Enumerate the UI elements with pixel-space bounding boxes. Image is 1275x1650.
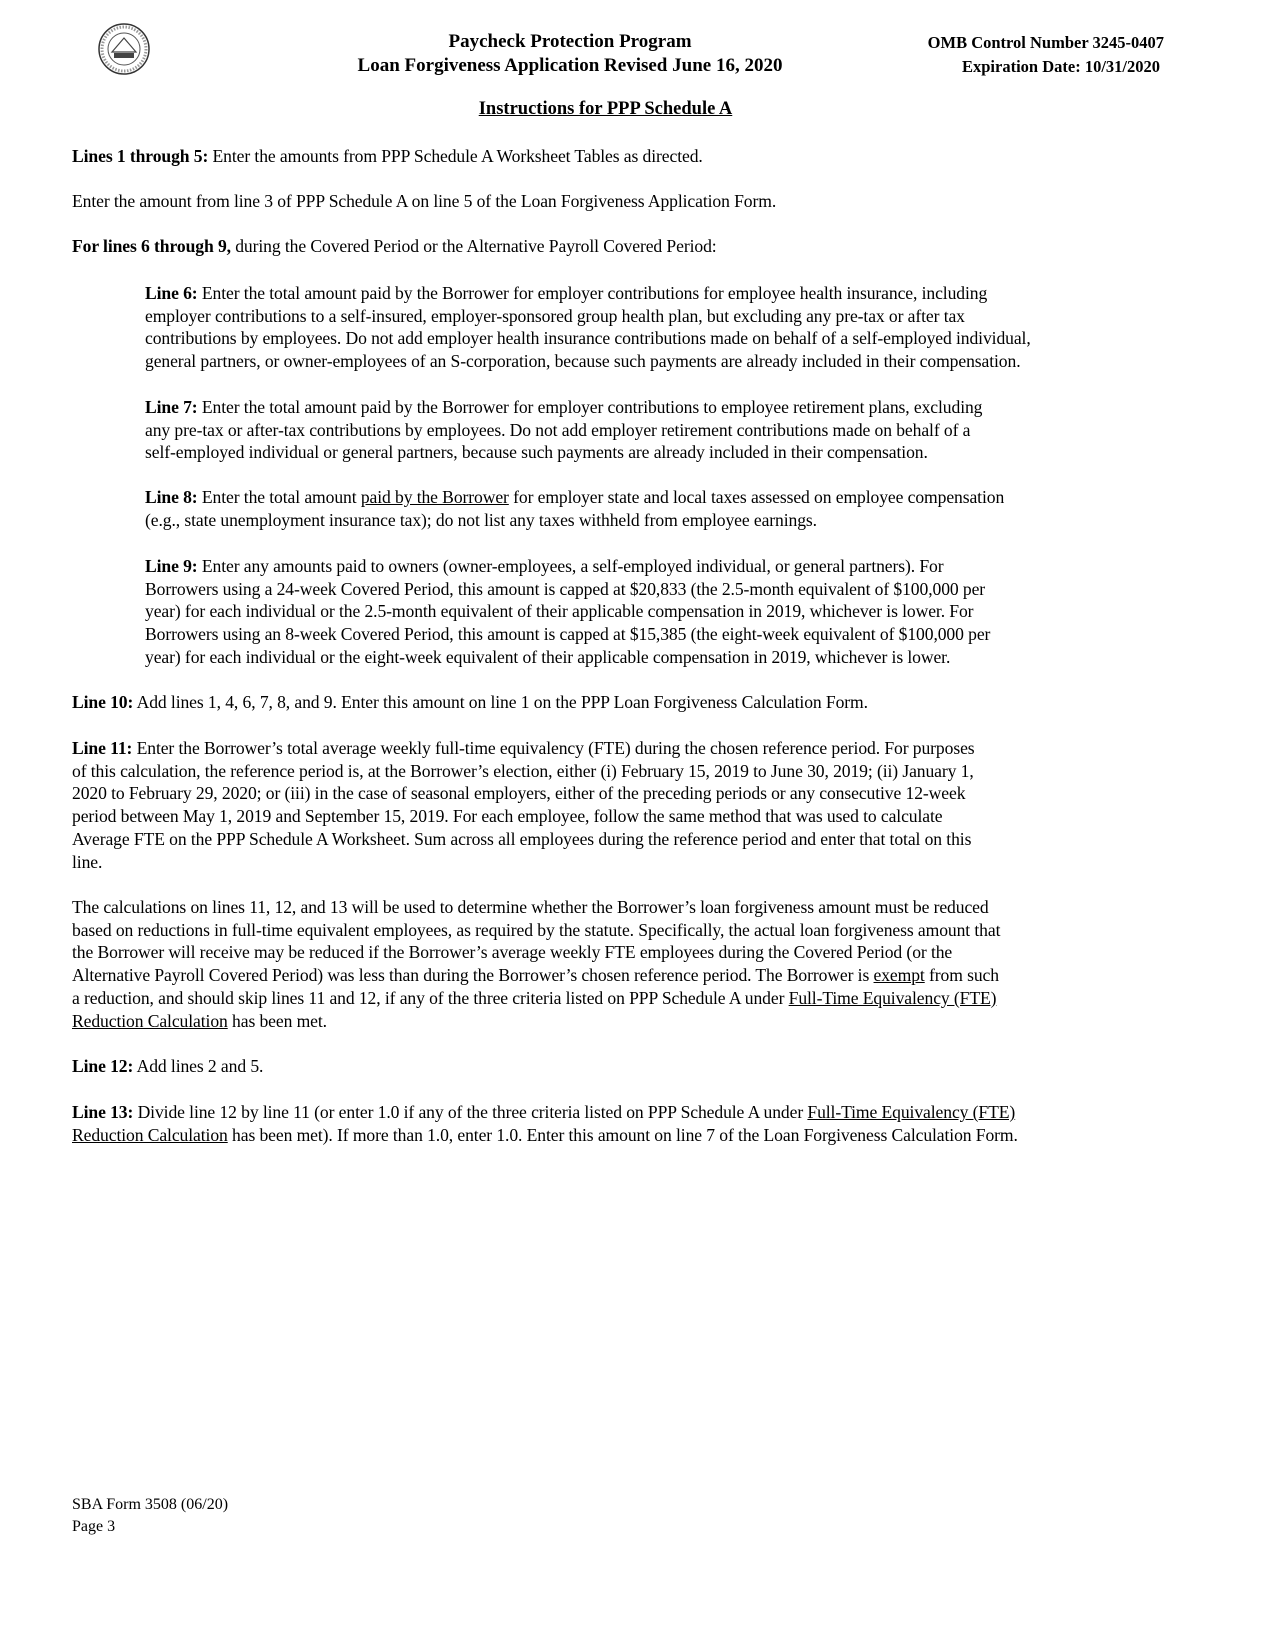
instruction-paragraph: [145, 555, 1175, 669]
instruction-paragraph: [145, 486, 1175, 531]
line-label: Line 7:: [145, 397, 198, 417]
instruction-paragraph: [72, 190, 1172, 213]
emphasized-text: Full-Time Equivalency (FTE) Reduction Calculation: [72, 987, 997, 1031]
sba-seal-logo: [97, 22, 151, 76]
program-title: Paycheck Protection Program: [448, 31, 692, 52]
paragraph-text: Enter the amounts from PPP Schedule A Worksheet Tables as directed.: [208, 146, 703, 166]
paragraph-text: has been met.: [227, 1010, 327, 1031]
line-label: Line 9:: [145, 556, 198, 576]
paragraph-text: has been met). If more than 1.0, enter 1.0. Enter this amount on line 7 of the Loan Forgiveness Calculation Form.: [227, 1124, 1018, 1145]
paragraph-text: Enter the total amount paid by the Borrower for employer contributions for employee health insurance, including employer contributions to a self-insured, employer-sponsored group health plan, but excluding any pre-tax or after tax contributions by employees. Do not add employer health insurance contributions made on behalf of a self-employed individual, general partners, or owner-employees of an S-corporation, because such payments are already included in their compensation.: [145, 283, 1031, 372]
paragraph-text: Enter the total amount: [197, 487, 361, 507]
paragraph-text: Divide line 12 by line 11 (or enter 1.0 if any of the three criteria listed on PPP Schedule A under: [133, 1102, 808, 1122]
paragraph-text: Add lines 1, 4, 6, 7, 8, and 9. Enter this amount on line 1 on the PPP Loan Forgiveness Calculation Form.: [133, 692, 868, 712]
form-number: SBA Form 3508 (06/20): [72, 1496, 229, 1513]
paragraph-text: The calculations on lines 11, 12, and 13 will be used to determine whether the Borrower’s loan forgiveness amount must be reduced based on reductions in full-time equivalent employees, as required by the statute. Specifically, the actual loan forgiveness amount that the Borrower will receive may be reduced if the Borrower’s average weekly FTE employees during the Covered Period (or the Alternative Payroll Covered Period) was less than during the Borrower’s chosen reference period. The Borrower is: [72, 897, 1001, 986]
paragraph-text: Enter any amounts paid to owners (owner-employees, a self-employed individual, or general partners). For Borrowers using a 24-week Covered Period, this amount is capped at $20,833 (the 2.5-month equivalent of $100,000 per year) for each individual or the 2.5-month equivalent of their applicable compensation in 2019, whichever is lower. For Borrowers using an 8-week Covered Period, this amount is capped at $15,385 (the eight-week equivalent of $100,000 per year) for each individual or the eight-week equivalent of their applicable compensation in 2019, whichever is lower.: [145, 556, 991, 667]
paragraph-text: for employer state and local taxes assessed on employee compensation (e.g., state unemployment insurance tax); do not list any taxes withheld from employee earnings.: [145, 487, 1005, 530]
footer: [72, 1494, 228, 1538]
instruction-paragraph: [145, 282, 1175, 373]
line-label: Line 6:: [145, 283, 198, 303]
line-label: For lines 6 through 9,: [72, 236, 231, 256]
instruction-paragraph: [72, 235, 1172, 258]
instruction-paragraph: [72, 691, 1172, 714]
document-title: [300, 30, 840, 78]
paragraph-text: Add lines 2 and 5.: [133, 1056, 264, 1076]
line-label: Line 11:: [72, 738, 133, 758]
line-label: Lines 1 through 5:: [72, 146, 209, 166]
instruction-paragraph: [72, 737, 1172, 873]
line-label: Line 10:: [72, 692, 134, 712]
instruction-paragraph: [145, 396, 1175, 464]
emphasized-text: Full-Time Equivalency (FTE) Reduction Calculation: [72, 1102, 1016, 1145]
paragraph-text: Enter the Borrower’s total average weekly full-time equivalency (FTE) during the chosen reference period. For purposes of this calculation, the reference period is, at the Borrower’s election, either (i) February 15, 2019 to June 30, 2019; (ii) January 1, 2020 to February 29, 2020; or (iii) in the case of seasonal employers, either of the preceding periods or any consecutive 12-week period between May 1, 2019 and September 15, 2019. For each employee, follow the same method that was used to calculate Average FTE on the PPP Schedule A Worksheet. Sum across all employees during the reference period and enter that total on this line.: [72, 738, 975, 872]
instruction-paragraph: [72, 145, 1172, 168]
emphasized-text: exempt: [873, 965, 925, 986]
paragraph-text: during the Covered Period or the Alternative Payroll Covered Period:: [230, 236, 717, 256]
omb-control-number: OMB Control Number 3245-0407: [927, 33, 1164, 52]
line-label: Line 8:: [145, 487, 198, 507]
line-label: Line 13:: [72, 1102, 134, 1122]
paragraph-text: Enter the amount from line 3 of PPP Schedule A on line 5 of the Loan Forgiveness Application Form.: [72, 191, 777, 211]
instruction-paragraph: [72, 1055, 1172, 1078]
paragraph-text: from such a reduction, and should skip lines 11 and 12, if any of the three criteria listed on PPP Schedule A under: [72, 965, 999, 1008]
omb-block: [928, 31, 1164, 79]
line-label: Line 12:: [72, 1056, 134, 1076]
instruction-paragraph: [72, 1101, 1172, 1146]
expiration-date: Expiration Date: 10/31/2020: [962, 57, 1160, 76]
form-subtitle: Loan Forgiveness Application Revised June 16, 2020: [357, 55, 783, 76]
page-number: Page 3: [72, 1518, 116, 1535]
paragraph-text: Enter the total amount paid by the Borrower for employer contributions to employee retirement plans, excluding any pre-tax or after-tax contributions by employees. Do not add employer retirement contributions made on behalf of a self-employed individual or general partners, because such payments are already included in their compensation.: [145, 397, 983, 463]
instruction-paragraph: [72, 896, 1172, 1032]
section-title: Instructions for PPP Schedule A: [478, 99, 733, 119]
emphasized-text: paid by the Borrower: [360, 487, 509, 507]
